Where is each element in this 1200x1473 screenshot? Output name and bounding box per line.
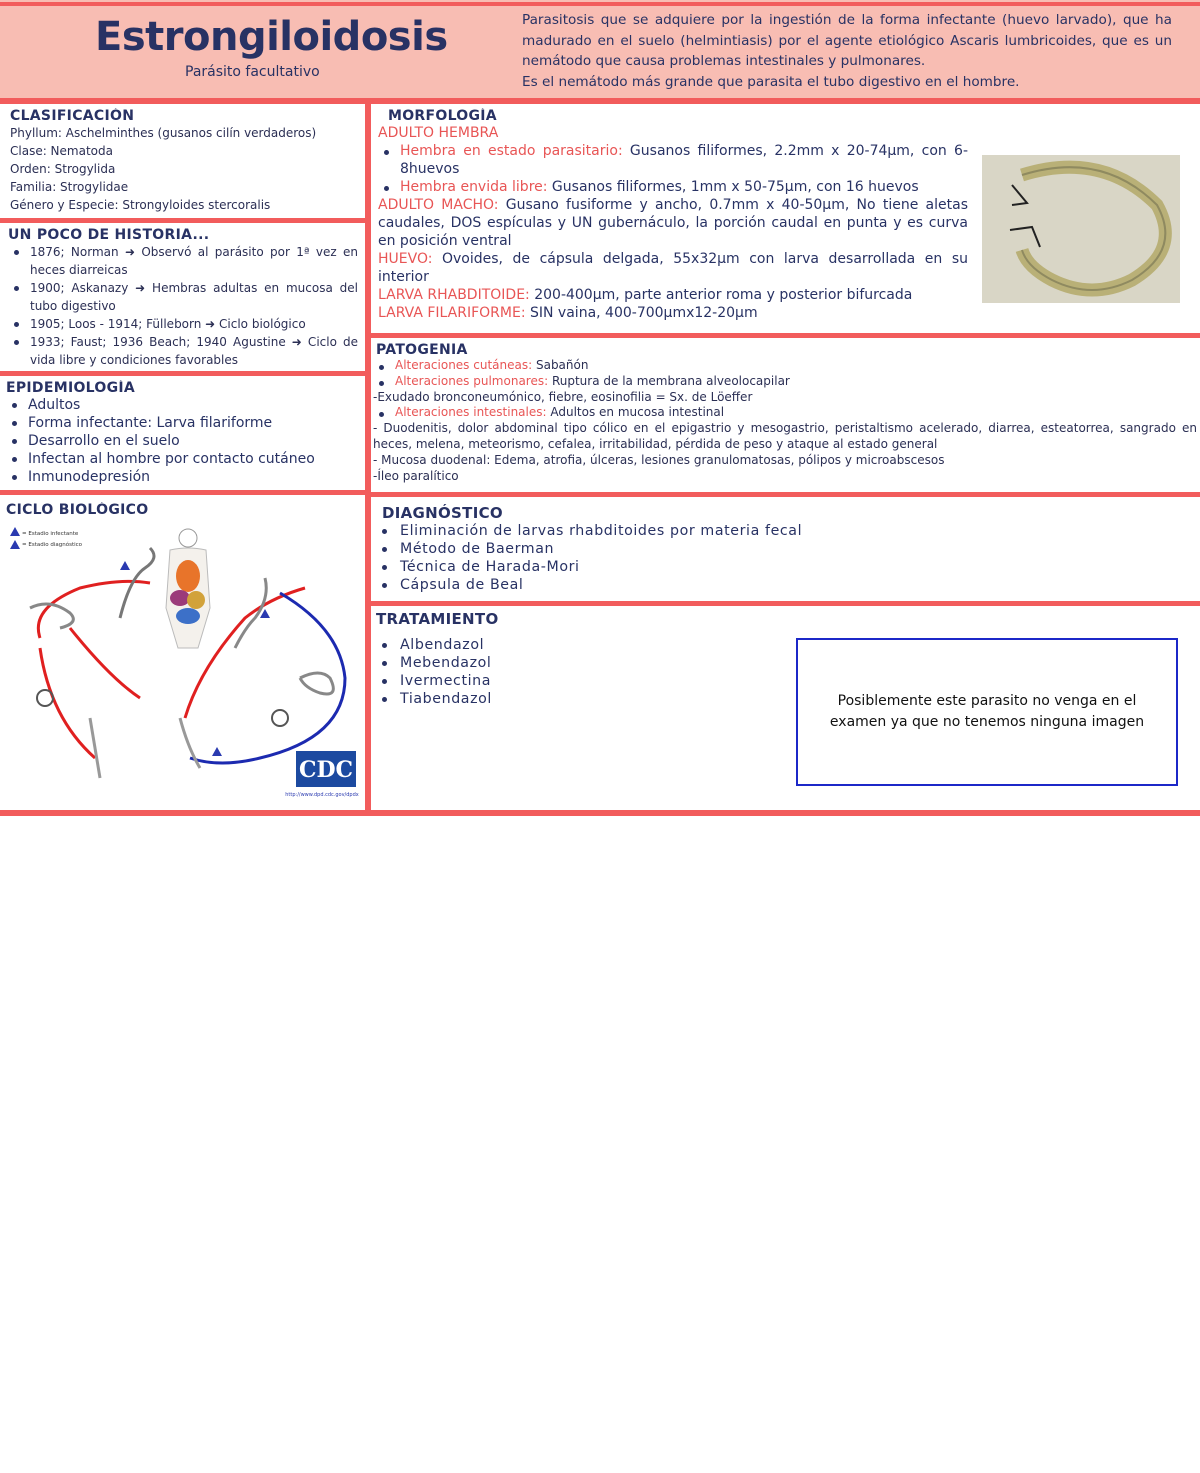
epidemiologia-list: [6, 396, 362, 486]
divider: [365, 98, 371, 814]
patogenia-line: - Duodenitis, dolor abdominal tipo cólico en el epigastrio y mesogastrio, peristaltismo acelerado, diarrea, esteatorrea, sangrado en heces, melena, meteorismo, cefalea, irritabilidad, pérdida de peso y ataque al estado general: [373, 421, 1197, 451]
list-item: Tiabendazol: [376, 690, 776, 708]
note-box: [796, 638, 1178, 786]
list-item: 1876; Norman ➜ Observó al parásito por 1ª vez en heces diarreicas: [8, 243, 358, 279]
item-label: LARVA RHABDITOIDE:: [378, 287, 530, 303]
divider: [0, 810, 1200, 816]
divider: [0, 98, 1200, 104]
divider: [0, 490, 366, 495]
list-item: [378, 178, 968, 196]
filariform-paragraph: [378, 304, 968, 322]
item-text: Ovoides, de cápsula delgada, 55x32µm con larva desarrollada en su interior: [378, 251, 968, 285]
patogenia-line: - Mucosa duodenal: Edema, atrofia, úlceras, lesiones granulomatosas, pólipos y microabscesos: [373, 452, 945, 467]
section-heading: CICLO BIOLÓGICO: [6, 502, 149, 518]
male-paragraph: [378, 196, 968, 250]
list-item: [373, 358, 1197, 374]
item-text: Gusanos filiformes, 2.2mm x 20-74µm, con 6-8huevos: [400, 143, 968, 177]
clasificacion-section: [10, 108, 360, 218]
section-heading: PATOGENIA: [376, 342, 468, 358]
page-title: Estrongiloidosis: [95, 14, 448, 60]
list-item: [373, 405, 1197, 421]
page-subtitle: Parásito facultativo: [185, 64, 320, 80]
rhabditoid-paragraph: [378, 286, 968, 304]
patogenia-section: [373, 342, 1197, 492]
note-text: Posiblemente este parasito no venga en el examen ya que no tenemos ninguna imagen: [829, 693, 1145, 730]
item-label: Alteraciones intestinales:: [395, 405, 547, 420]
item-text: Gusano fusiforme y ancho, 0.7mm x 40-50µm, No tiene aletas caudales, DOS espículas y UN gubernáculo, la porción caudal en punta y es curva en posición ventral: [378, 197, 968, 249]
item-text: SIN vaina, 400-700µmx12-20µm: [525, 305, 758, 321]
patogenia-list-2: [373, 405, 1197, 421]
diagnostico-section: [376, 504, 1196, 602]
divider: [370, 333, 1200, 338]
classification-item: Phyllum: Aschelminthes (gusanos cilín verdaderos): [10, 126, 317, 140]
classification-item: Género y Especie: Strongyloides stercoralis: [10, 198, 271, 212]
female-heading: ADULTO HEMBRA: [378, 125, 499, 141]
epidemiologia-section: [6, 380, 362, 490]
intro-line: Parasitosis que se adquiere por la ingestión de la forma infectante (huevo larvado), que ha madurado en el suelo (helmintiasis) por el agente etiológico Ascaris lumbricoides, que es un nemátodo que causa problemas intestinales y pulmonares.: [522, 12, 1172, 69]
tratamiento-list: [376, 636, 776, 708]
list-item: 1933; Faust; 1936 Beach; 1940 Agustine ➜ Ciclo de vida libre y condiciones favorables: [8, 333, 358, 369]
patogenia-list-1: [373, 358, 1197, 390]
item-label: Alteraciones cutáneas:: [395, 358, 533, 372]
list-item: Eliminación de larvas rhabditoides por materia fecal: [376, 522, 1196, 540]
diagnostico-list: [376, 522, 1196, 594]
tratamiento-section: [376, 610, 776, 810]
egg-paragraph: [378, 250, 968, 286]
item-text: Adultos en mucosa intestinal: [546, 405, 725, 420]
life-cycle-diagram: [0, 518, 364, 802]
item-text: Gusanos filiformes, 1mm x 50-75µm, con 16 huevos: [547, 179, 919, 195]
divider: [370, 492, 1200, 497]
list-item: Infectan al hombre por contacto cutáneo: [6, 450, 362, 468]
intro-text: [522, 10, 1172, 92]
cdc-logo: [285, 751, 358, 798]
list-item: 1905; Loos - 1914; Fülleborn ➜ Ciclo biológico: [8, 315, 358, 333]
legend: [10, 527, 83, 549]
item-label: Hembra en estado parasitario:: [400, 143, 623, 159]
larva-micrograph: [982, 155, 1180, 303]
item-text: Sabañón: [532, 358, 589, 372]
item-label: ADULTO MACHO:: [378, 197, 499, 213]
classification-item: Orden: Strogylida: [10, 162, 116, 176]
legend-infective: = Estadio infectante: [22, 531, 79, 537]
section-heading: MORFOLOGÍA: [388, 108, 497, 124]
list-item: Método de Baerman: [376, 540, 1196, 558]
patogenia-line: -Íleo paralítico: [373, 468, 459, 483]
divider: [0, 218, 366, 223]
item-label: Hembra envida libre:: [400, 179, 548, 195]
item-label: HUEVO:: [378, 251, 433, 267]
list-item: [378, 142, 968, 178]
female-list: [378, 142, 968, 196]
section-heading: EPIDEMIOLOGÍA: [6, 380, 136, 396]
list-item: Adultos: [6, 396, 362, 414]
list-item: Desarrollo en el suelo: [6, 432, 362, 450]
item-label: Alteraciones pulmonares:: [395, 373, 549, 388]
intro-line: Es el nemátodo más grande que parasita el tubo digestivo en el hombre.: [522, 73, 1020, 90]
historia-section: [8, 227, 358, 372]
section-heading: TRATAMIENTO: [376, 610, 499, 628]
patogenia-line: -Exudado bronconeumónico, fiebre, eosinofilia = Sx. de Löeffer: [373, 389, 753, 404]
list-item: Mebendazol: [376, 654, 776, 672]
list-item: Forma infectante: Larva filariforme: [6, 414, 362, 432]
item-label: LARVA FILARIFORME:: [378, 305, 526, 321]
cdc-url: http://www.dpd.cdc.gov/dpdx: [285, 792, 359, 798]
list-item: Técnica de Harada-Mori: [376, 558, 1196, 576]
cdc-logo-text: CDC: [298, 757, 354, 783]
list-item: Inmunodepresión: [6, 468, 362, 486]
historia-list: [8, 243, 358, 369]
divider: [0, 2, 1200, 6]
list-item: [373, 374, 1197, 390]
list-item: Ivermectina: [376, 672, 776, 690]
list-item: Cápsula de Beal: [376, 576, 1196, 594]
classification-item: Clase: Nematoda: [10, 144, 113, 158]
legend-diagnostic: = Estadio diagnóstico: [22, 542, 83, 548]
human-body-icon: [166, 529, 210, 648]
list-item: 1900; Askanazy ➜ Hembras adultas en mucosa del tubo digestivo: [8, 279, 358, 315]
section-heading: CLASIFICACIÓN: [10, 108, 135, 124]
header-banner: [0, 0, 1200, 100]
section-heading: DIAGNÓSTICO: [382, 504, 503, 522]
classification-item: Familia: Strogylidae: [10, 180, 129, 194]
morfologia-section: [378, 108, 968, 333]
section-heading: UN POCO DE HISTORIA...: [8, 227, 210, 243]
item-text: 200-400µm, parte anterior roma y posterior bifurcada: [529, 287, 913, 303]
item-text: Ruptura de la membrana alveolocapilar: [548, 373, 790, 388]
clasificacion-list: [10, 124, 360, 214]
list-item: Albendazol: [376, 636, 776, 654]
